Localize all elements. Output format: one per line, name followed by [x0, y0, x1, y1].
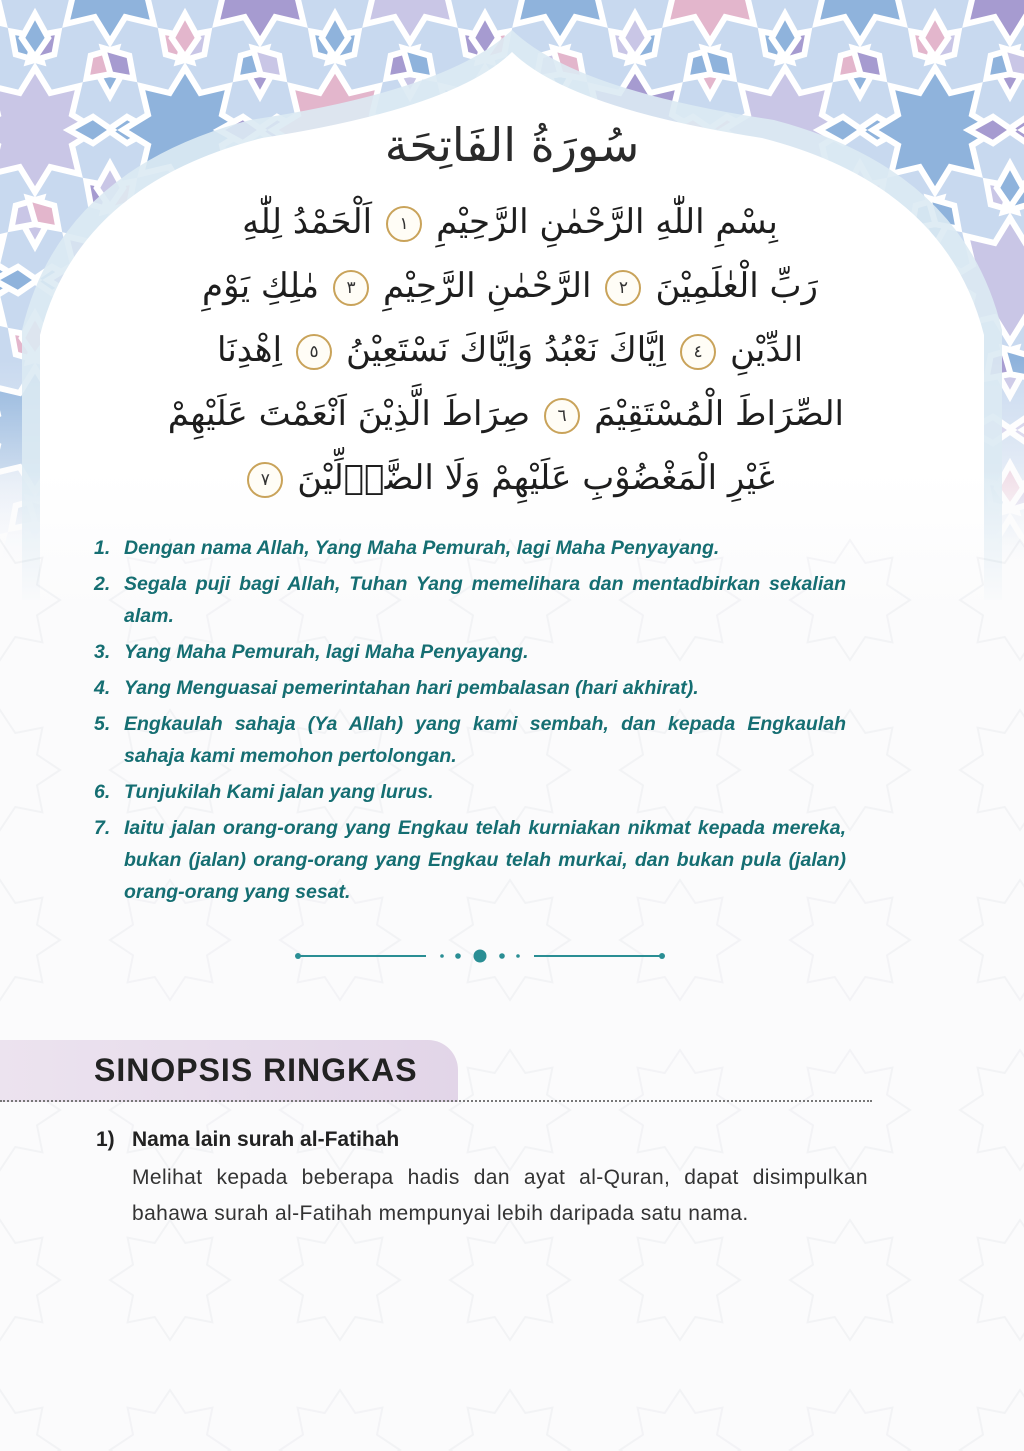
ayah-number-marker: ٤ — [680, 334, 716, 370]
verse-line — [170, 446, 850, 510]
translation-text: Yang Maha Pemurah, lagi Maha Penyayang. — [124, 641, 529, 663]
verse-text: الدِّيْنِ — [730, 330, 804, 370]
divider-dot — [455, 953, 461, 959]
verse-line — [170, 190, 850, 254]
ayah-number-marker: ٦ — [544, 398, 580, 434]
translation-number: 2. — [94, 573, 111, 595]
verse-text: الصِّرَاطَ الْمُسْتَقِيْمَ — [594, 394, 844, 434]
point-heading — [96, 1128, 399, 1152]
divider-end-dot-right — [659, 953, 665, 959]
point-title: Nama lain surah al-Fatihah — [132, 1128, 400, 1151]
verse-text: مٰلِكِ يَوْمِ — [202, 266, 320, 306]
translation-number: 3. — [94, 641, 111, 663]
translation-number: 4. — [94, 677, 111, 699]
translation-text: Engkaulah sahaja (Ya Allah) yang kami sembah, dan kepada Engkaulah sahaja kami memohon pertolongan. — [124, 713, 846, 767]
translation-item — [94, 812, 846, 908]
verse-text: صِرَاطَ الَّذِيْنَ اَنْعَمْتَ عَلَيْهِمْ — [167, 394, 531, 434]
verse-text: اِيَّاكَ نَعْبُدُ وَاِيَّاكَ نَسْتَعِيْنُ — [346, 330, 667, 370]
ayah-number-marker: ٣ — [333, 270, 369, 306]
verse-text: غَيْرِ الْمَغْضُوْبِ عَلَيْهِمْ وَلَا الضَّاۤلِّيْنَ — [297, 458, 775, 498]
translation-item — [94, 708, 846, 772]
verse-text: رَبِّ الْعٰلَمِيْنَ — [655, 266, 818, 306]
translation-item — [94, 672, 846, 704]
ayah-number-marker: ١ — [386, 206, 422, 242]
verse-text: الرَّحْمٰنِ الرَّحِيْمِ — [383, 266, 592, 306]
translation-number: 6. — [94, 781, 111, 803]
divider-dot — [499, 953, 505, 959]
translation-text: Segala puji bagi Allah, Tuhan Yang memelihara dan mentadbirkan sekalian alam. — [124, 573, 846, 627]
translation-item — [94, 776, 846, 808]
divider-dot — [440, 954, 444, 958]
point-body: Melihat kepada beberapa hadis dan ayat al-Quran, dapat disimpulkan bahawa surah al-Fatihah mempunyai lebih daripada satu nama. — [132, 1166, 868, 1225]
section-divider — [0, 1100, 872, 1102]
point-number: 1) — [96, 1128, 115, 1151]
translation-item — [94, 636, 846, 668]
quran-verses — [167, 190, 850, 510]
verse-text: بِسْمِ اللّٰهِ الرَّحْمٰنِ الرَّحِيْمِ — [436, 202, 778, 242]
translation-list — [94, 532, 846, 912]
divider-dot — [516, 954, 520, 958]
divider-center-dot — [474, 950, 487, 963]
verse-text: اِهْدِنَا — [216, 330, 283, 370]
translation-text: Dengan nama Allah, Yang Maha Pemurah, lagi Maha Penyayang. — [124, 537, 720, 559]
translation-text: Tunjukilah Kami jalan yang lurus. — [124, 781, 434, 803]
verse-text: اَلْحَمْدُ لِلّٰهِ — [242, 202, 373, 242]
translation-text: Yang Menguasai pemerintahan hari pembalasan (hari akhirat). — [124, 677, 699, 699]
translation-number: 7. — [94, 817, 111, 839]
verse-line — [170, 254, 850, 318]
ayah-number-marker: ٢ — [605, 270, 641, 306]
translation-text: Iaitu jalan orang-orang yang Engkau telah kurniakan nikmat kepada mereka, bukan (jalan) orang-orang yang Engkau telah murkai, dan bukan pula (jalan) orang-orang yang sesat. — [124, 817, 846, 903]
ayah-number-marker: ٧ — [247, 462, 283, 498]
verse-line — [167, 382, 850, 446]
verse-line — [170, 318, 850, 382]
translation-number: 1. — [94, 537, 111, 559]
divider-end-dot-left — [295, 953, 301, 959]
translation-item — [94, 568, 846, 632]
ornamental-divider — [294, 944, 666, 968]
surah-title: سُورَةُ الفَاتِحَة — [384, 118, 640, 172]
translation-item — [94, 532, 846, 564]
section-heading: SINOPSIS RINGKAS — [94, 1052, 418, 1088]
translation-number: 5. — [94, 713, 111, 735]
ayah-number-marker: ٥ — [296, 334, 332, 370]
